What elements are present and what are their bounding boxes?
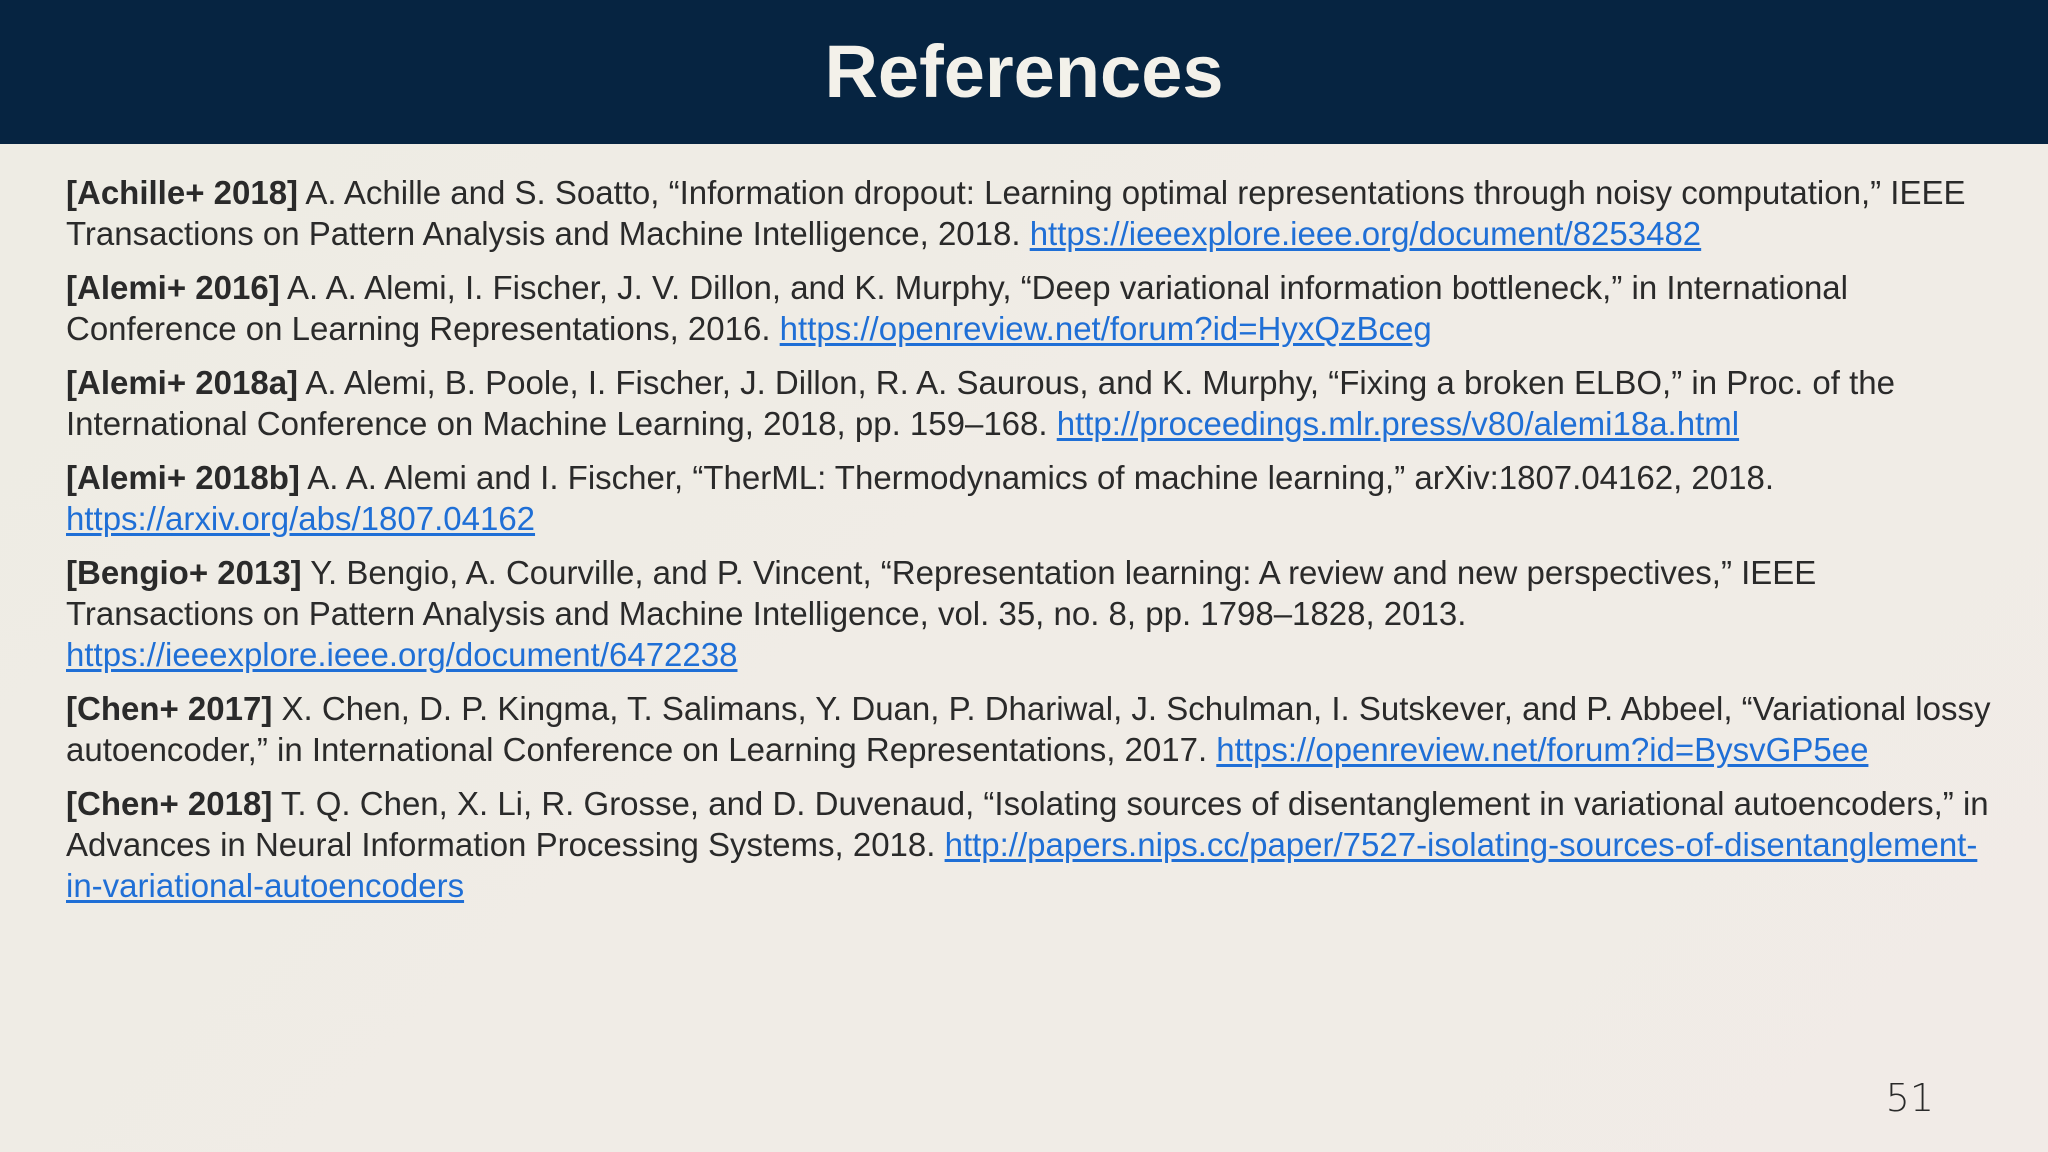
- reference-text: T. Q. Chen, X. Li, R. Grosse, and D. Duvenaud, “Isolating sources of disentanglement in variational autoencoders,” in Advances in Neural Information Processing Systems, 2018.: [66, 785, 1989, 863]
- reference-list: [66, 172, 1996, 919]
- reference-key: [Alemi+ 2018b]: [66, 459, 300, 496]
- reference-key: [Achille+ 2018]: [66, 174, 299, 211]
- reference-text: Y. Bengio, A. Courville, and P. Vincent, “Representation learning: A review and new perspectives,” IEEE Transactions on Pattern Analysis and Machine Intelligence, vol. 35, no. 8, pp. 1798–1828, 2013.: [66, 554, 1817, 632]
- reference-key: [Chen+ 2017]: [66, 690, 273, 727]
- reference-key: [Bengio+ 2013]: [66, 554, 302, 591]
- reference-link[interactable]: https://ieeexplore.ieee.org/document/6472238: [66, 636, 738, 673]
- reference-item: [66, 362, 1996, 444]
- reference-text: A. Achille and S. Soatto, “Information dropout: Learning optimal representations through noisy computation,” IEEE Transactions on Pattern Analysis and Machine Intelligence, 2018.: [66, 174, 1966, 252]
- reference-item: [66, 688, 1996, 770]
- reference-link[interactable]: http://papers.nips.cc/paper/7527-isolating-sources-of-disentanglement-in-variational-autoencoders: [66, 826, 1978, 904]
- reference-link[interactable]: https://ieeexplore.ieee.org/document/8253482: [1029, 215, 1702, 252]
- reference-key: [Alemi+ 2018a]: [66, 364, 299, 401]
- reference-link[interactable]: http://proceedings.mlr.press/v80/alemi18a.html: [1056, 405, 1740, 442]
- reference-text: X. Chen, D. P. Kingma, T. Salimans, Y. Duan, P. Dhariwal, J. Schulman, I. Sutskever, and P. Abbeel, “Variational lossy autoencoder,” in International Conference on Learning Representations, 2017.: [66, 690, 1991, 768]
- title-bar: [0, 0, 2048, 144]
- page-number: 51: [1885, 1076, 1934, 1120]
- reference-item: [66, 172, 1996, 254]
- reference-key: [Alemi+ 2016]: [66, 269, 280, 306]
- reference-text: A. A. Alemi, I. Fischer, J. V. Dillon, and K. Murphy, “Deep variational information bottleneck,” in International Conference on Learning Representations, 2016.: [66, 269, 1848, 347]
- reference-item: [66, 783, 1996, 906]
- reference-item: [66, 267, 1996, 349]
- reference-key: [Chen+ 2018]: [66, 785, 273, 822]
- reference-item: [66, 457, 1996, 539]
- slide-title: References: [824, 30, 1224, 113]
- reference-link[interactable]: https://arxiv.org/abs/1807.04162: [66, 500, 536, 537]
- reference-text: A. A. Alemi and I. Fischer, “TherML: Thermodynamics of machine learning,” arXiv:1807.04162, 2018.: [299, 459, 1774, 496]
- reference-link[interactable]: https://openreview.net/forum?id=BysvGP5ee: [1216, 731, 1869, 768]
- reference-text: A. Alemi, B. Poole, I. Fischer, J. Dillon, R. A. Saurous, and K. Murphy, “Fixing a broken ELBO,” in Proc. of the International Conference on Machine Learning, 2018, pp. 159–168.: [66, 364, 1895, 442]
- reference-link[interactable]: https://openreview.net/forum?id=HyxQzBceg: [779, 310, 1432, 347]
- reference-item: [66, 552, 1996, 675]
